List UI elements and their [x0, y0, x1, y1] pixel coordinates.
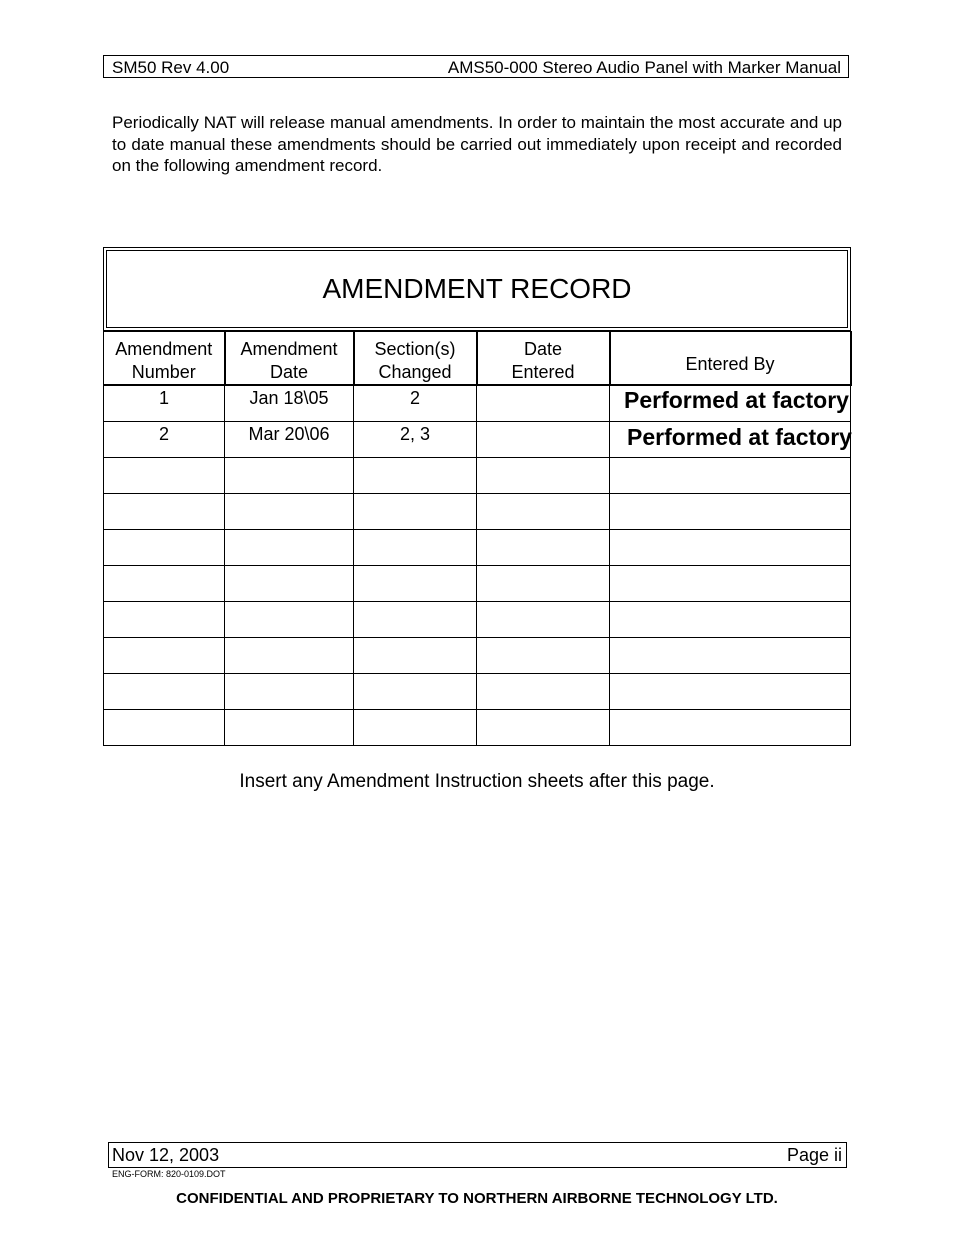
- confidentiality-notice: CONFIDENTIAL AND PROPRIETARY TO NORTHERN AIRBORNE TECHNOLOGY LTD.: [176, 1190, 778, 1207]
- amendment-number-cell: [104, 710, 225, 746]
- entered-by-cell: [610, 458, 851, 494]
- amendment-number-cell: [104, 530, 225, 566]
- document-revision: SM50 Rev 4.00: [112, 58, 230, 77]
- sections-changed-cell: 2, 3: [354, 422, 477, 458]
- page-header: [103, 55, 849, 78]
- amendment-number-cell: 1: [104, 385, 225, 422]
- table-row: [104, 458, 851, 494]
- entered-by-cell: [610, 566, 851, 602]
- document-title: AMS50-000 Stereo Audio Panel with Marker Manual: [447, 58, 841, 77]
- col-header-date-entered: Date Entered: [477, 332, 610, 386]
- sections-changed-cell: [354, 638, 477, 674]
- date-entered-cell: [477, 530, 610, 566]
- col-header-amendment-date: Amendment Date: [225, 332, 354, 386]
- table-row: [104, 422, 851, 458]
- sections-changed-cell: [354, 566, 477, 602]
- amendment-instruction-note: Insert any Amendment Instruction sheets after this page.: [239, 771, 715, 792]
- entered-by-cell: [610, 530, 851, 566]
- table-row: [104, 566, 851, 602]
- sections-changed-cell: [354, 602, 477, 638]
- date-entered-cell: [477, 385, 610, 422]
- amendment-date-cell: [225, 530, 354, 566]
- date-entered-cell: [477, 494, 610, 530]
- date-entered-cell: [477, 566, 610, 602]
- amendment-date-cell: [225, 458, 354, 494]
- col-header-sections-changed: Section(s) Changed: [354, 332, 477, 386]
- amendment-record-title: AMENDMENT RECORD: [322, 273, 632, 304]
- entered-by-cell: Performed at factory: [610, 385, 851, 422]
- entered-by-cell: [610, 494, 851, 530]
- amendment-number-cell: [104, 638, 225, 674]
- date-entered-cell: [477, 638, 610, 674]
- sections-changed-cell: [354, 494, 477, 530]
- col-header-entered-by: Entered By: [610, 332, 851, 386]
- date-entered-cell: [477, 602, 610, 638]
- amendment-number-cell: [104, 602, 225, 638]
- entered-by-cell: Performed at factory: [610, 422, 851, 458]
- form-code: ENG-FORM: 820-0109.DOT: [112, 1169, 226, 1179]
- table-row: [104, 710, 851, 746]
- table-header-row: [104, 332, 851, 386]
- entered-by-cell: [610, 674, 851, 710]
- entered-by-cell: [610, 602, 851, 638]
- amendment-number-cell: [104, 458, 225, 494]
- page-footer: [108, 1142, 847, 1168]
- table-row: [104, 674, 851, 710]
- sections-changed-cell: [354, 710, 477, 746]
- amendment-date-cell: Mar 20\06: [225, 422, 354, 458]
- date-entered-cell: [477, 422, 610, 458]
- table-row: [104, 385, 851, 422]
- amendment-date-cell: Jan 18\05: [225, 385, 354, 422]
- amendment-date-cell: [225, 674, 354, 710]
- page-number: Page ii: [786, 1145, 842, 1165]
- col-header-amendment-number: Amendment Number: [104, 332, 225, 386]
- amendment-record-table: [103, 331, 852, 746]
- amendment-record-title-box: [103, 247, 851, 331]
- amendment-date-cell: [225, 602, 354, 638]
- entered-by-cell: [610, 710, 851, 746]
- date-entered-cell: [477, 710, 610, 746]
- sections-changed-cell: [354, 458, 477, 494]
- table-row: [104, 494, 851, 530]
- amendment-date-cell: [225, 638, 354, 674]
- sections-changed-cell: [354, 530, 477, 566]
- sections-changed-cell: 2: [354, 385, 477, 422]
- amendment-number-cell: [104, 494, 225, 530]
- table-row: [104, 530, 851, 566]
- amendment-number-cell: [104, 566, 225, 602]
- amendment-date-cell: [225, 494, 354, 530]
- date-entered-cell: [477, 674, 610, 710]
- amendment-number-cell: [104, 674, 225, 710]
- footer-date: Nov 12, 2003: [112, 1145, 220, 1165]
- table-row: [104, 602, 851, 638]
- amendment-date-cell: [225, 566, 354, 602]
- amendment-date-cell: [225, 710, 354, 746]
- table-row: [104, 638, 851, 674]
- entered-by-cell: [610, 638, 851, 674]
- amendment-number-cell: 2: [104, 422, 225, 458]
- date-entered-cell: [477, 458, 610, 494]
- intro-paragraph: Periodically NAT will release manual amendments. In order to maintain the most accurate and up to date manual these amendments should be carried out immediately upon receipt and recorded on the following amendment record.: [112, 113, 842, 175]
- sections-changed-cell: [354, 674, 477, 710]
